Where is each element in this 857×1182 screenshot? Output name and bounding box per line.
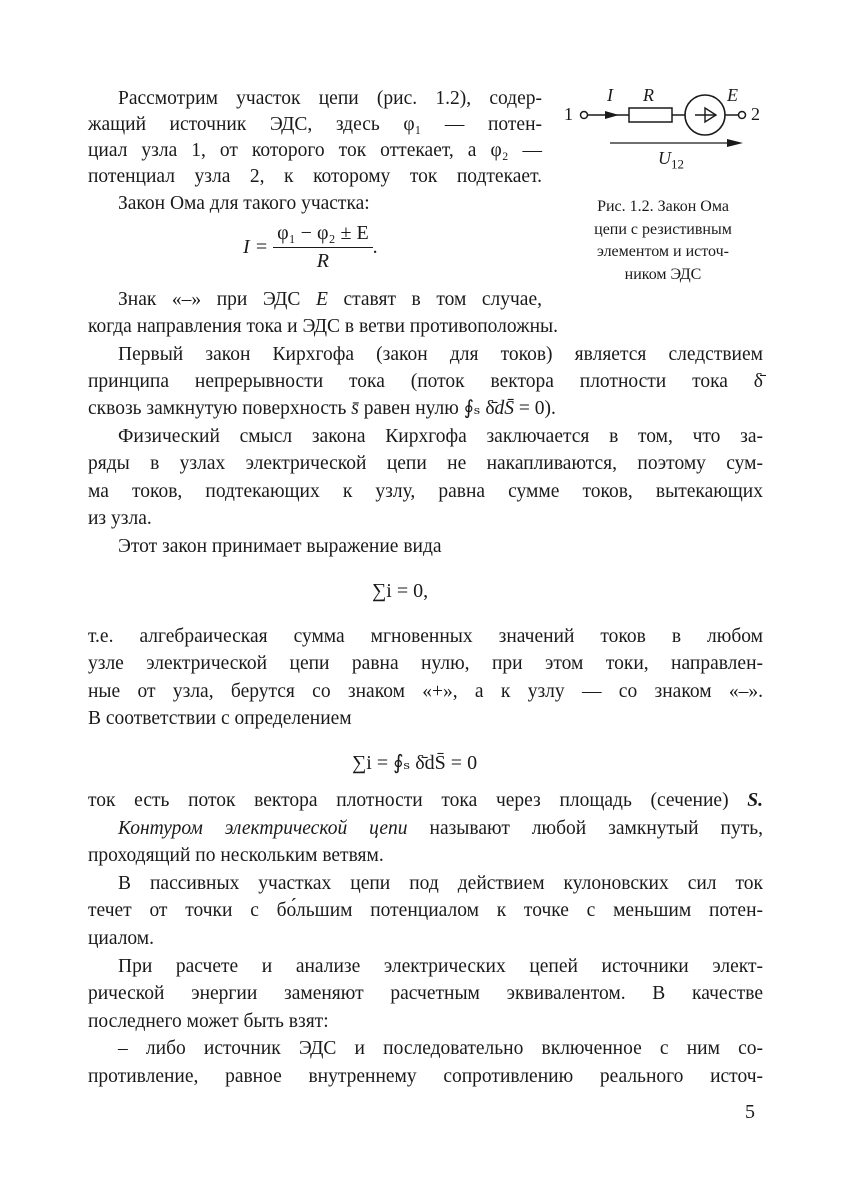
text-segment: В соответствии с определением — [88, 708, 352, 729]
figure-caption — [565, 196, 761, 286]
text-line — [88, 452, 763, 476]
text-line — [118, 817, 763, 841]
emphasized-text: s̄ — [351, 398, 359, 419]
text-line — [88, 899, 763, 923]
text-segment: называют любой замкнутый путь, — [407, 818, 763, 839]
formula-tail: . — [372, 236, 378, 258]
text-segment: рической энергии заменяют расчетным эквивалентом. В качестве — [88, 983, 763, 1004]
text-line — [88, 113, 542, 137]
text-segment: При расчете и анализе электрических цепей источники элект- — [118, 956, 763, 977]
text-line — [118, 872, 763, 896]
text-segment: жащий источник ЭДС, здесь φ₁ — потен- — [88, 114, 542, 135]
emf-label: E — [727, 85, 738, 105]
formula-denominator: R — [316, 250, 330, 272]
text-segment: узле электрической цепи равна нулю, при этом токи, направлен- — [88, 653, 763, 674]
emphasized-text: Контуром электрической цепи — [118, 818, 408, 839]
node-2-label: 2 — [751, 104, 760, 124]
text-segment: течет от точки с бо́льшим потенциалом к точке с меньшим потен- — [88, 900, 763, 921]
resistor-label: R — [643, 85, 654, 105]
text-line — [118, 425, 763, 449]
text-segment: Физический смысл закона Кирхгофа заключается в том, что за- — [118, 426, 763, 447]
text-segment: Знак «–» при ЭДС — [118, 289, 316, 310]
page-number: 5 — [745, 1101, 755, 1123]
circuit-figure — [555, 80, 775, 180]
emphasized-text: dS̄ — [494, 398, 515, 419]
emphasized-text: E — [316, 289, 328, 310]
text-line — [88, 1010, 763, 1034]
text-line — [118, 955, 763, 979]
text-line — [88, 844, 763, 868]
text-line — [88, 139, 542, 163]
kirchhoff-integral-formula: ∑i = ∮ₛ δ̄dS̄ = 0 — [352, 752, 478, 774]
text-segment: циалом. — [88, 928, 155, 949]
text-segment: – либо источник ЭДС и последовательно включенное с ним со- — [118, 1038, 763, 1059]
text-line — [118, 192, 542, 216]
text-line — [88, 625, 763, 649]
text-segment: когда направления тока и ЭДС в ветви противоположны. — [88, 316, 559, 337]
text-segment: Этот закон принимает выражение вида — [118, 536, 442, 557]
text-line — [88, 982, 763, 1006]
text-segment: = 0). — [514, 398, 556, 419]
text-segment: ставят в том случае, — [327, 289, 542, 310]
text-line — [88, 480, 763, 504]
text-segment: ма токов, подтекающих к узлу, равна сумме токов, вытекающих — [88, 481, 763, 502]
text-line — [88, 507, 763, 531]
text-line — [118, 343, 763, 367]
text-line — [88, 927, 763, 951]
text-segment: потенциал узла 2, к которому ток подтекает. — [88, 166, 542, 187]
caption-line: Рис. 1.2. Закон Ома — [597, 198, 729, 215]
formula-fraction — [273, 222, 373, 273]
text-segment: ток есть поток вектора плотности тока через площадь (сечение) — [88, 790, 748, 811]
text-line — [88, 397, 763, 421]
formula-numerator: φ₁ − φ₂ ± E — [273, 222, 373, 248]
text-segment: противление, равное внутреннему сопротивлению реального источ- — [88, 1066, 763, 1087]
text-segment: Первый закон Кирхгофа (закон для токов) является следствием — [118, 344, 763, 365]
text-line — [88, 165, 542, 189]
text-segment: проходящий по нескольким ветвям. — [88, 845, 384, 866]
caption-line: цепи с резистивным — [594, 220, 732, 238]
text-line — [118, 535, 763, 559]
node-1-label: 1 — [564, 104, 573, 124]
text-line — [118, 288, 542, 312]
text-segment: равен нулю ∮ₛ δ̄ — [358, 398, 495, 419]
voltage-label — [658, 148, 684, 173]
text-segment: сквозь замкнутую поверхность — [88, 398, 352, 419]
text-segment: ные от узла, берутся со знаком «+», а к узлу — со знаком «–». — [88, 681, 763, 702]
kirchhoff-sum-formula: ∑i = 0, — [372, 580, 429, 602]
text-line — [88, 789, 763, 813]
text-line — [88, 1065, 763, 1089]
voltage-symbol: U — [658, 148, 671, 168]
text-segment: Закон Ома для такого участка: — [118, 193, 370, 214]
text-line — [118, 87, 542, 111]
emphasized-text: S. — [747, 790, 763, 811]
text-segment: Рассмотрим участок цепи (рис. 1.2), содер- — [118, 88, 542, 109]
text-segment: последнего может быть взят: — [88, 1011, 329, 1032]
text-line — [118, 1037, 763, 1061]
text-line — [88, 315, 763, 339]
text-line — [88, 652, 763, 676]
current-label: I — [607, 85, 613, 105]
caption-line: ником ЭДС — [624, 265, 702, 283]
text-segment: принципа непрерывности тока (поток вектора плотности тока δ̄ — [88, 371, 763, 392]
ohm-law-formula — [243, 222, 378, 273]
caption-line: элементом и источ- — [596, 243, 730, 260]
formula-lhs: I = — [243, 236, 269, 258]
text-segment: из узла. — [88, 508, 152, 529]
text-segment: циал узла 1, от которого ток оттекает, а φ₂ — — [88, 140, 542, 161]
text-segment: ряды в узлах электрической цепи не накапливаются, поэтому сум- — [88, 453, 763, 474]
text-segment: т.е. алгебраическая сумма мгновенных значений токов в любом — [88, 626, 763, 647]
text-line — [88, 680, 763, 704]
text-line — [88, 370, 763, 394]
text-segment: В пассивных участках цепи под действием кулоновских сил ток — [118, 873, 763, 894]
text-line — [88, 707, 763, 731]
voltage-subscript: 12 — [671, 156, 684, 172]
